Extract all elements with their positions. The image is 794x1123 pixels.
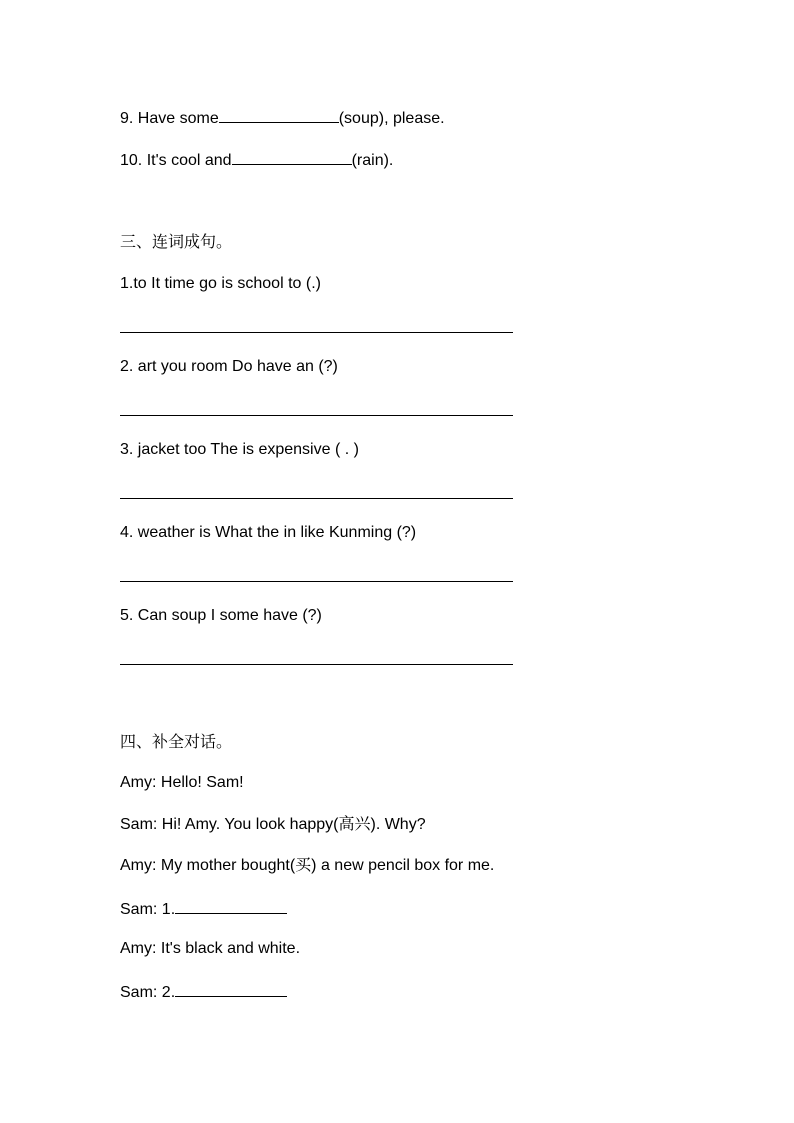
dialogue-line-4: [120, 898, 287, 920]
question-10-suffix: (rain).: [351, 152, 394, 169]
answer-line-5[interactable]: [120, 664, 513, 665]
question-10: [120, 149, 393, 171]
dialogue-blank-1[interactable]: [175, 898, 287, 914]
sentence-item-3: 3. jacket too The is expensive ( . ): [120, 441, 359, 458]
section-3-heading: 三、连词成句。: [120, 232, 233, 251]
answer-blank-9[interactable]: [219, 107, 339, 123]
sentence-item-1: 1.to It time go is school to (.): [120, 275, 321, 292]
section-4-heading: 四、补全对话。: [120, 732, 233, 751]
dialogue-line-4-text: Sam: 1.: [120, 901, 176, 918]
question-9-prefix: 9. Have some: [120, 110, 219, 127]
question-9: [120, 107, 445, 129]
sentence-item-4: 4. weather is What the in like Kunming (?): [120, 524, 417, 541]
dialogue-blank-2[interactable]: [175, 981, 287, 997]
dialogue-line-6-text: Sam: 2.: [120, 984, 176, 1001]
answer-line-4[interactable]: [120, 581, 513, 582]
answer-line-1[interactable]: [120, 332, 513, 333]
dialogue-line-6: [120, 981, 287, 1003]
dialogue-line-2: Sam: Hi! Amy. You look happy(高兴). Why?: [120, 816, 426, 833]
dialogue-line-1: Amy: Hello! Sam!: [120, 774, 244, 791]
question-10-prefix: 10. It's cool and: [120, 152, 232, 169]
question-9-suffix: (soup), please.: [338, 110, 445, 127]
sentence-item-2: 2. art you room Do have an (?): [120, 358, 338, 375]
dialogue-line-3: Amy: My mother bought(买) a new pencil box for me.: [120, 857, 495, 874]
sentence-item-5: 5. Can soup I some have (?): [120, 607, 322, 624]
answer-blank-10[interactable]: [232, 149, 352, 165]
answer-line-2[interactable]: [120, 415, 513, 416]
dialogue-line-5: Amy: It's black and white.: [120, 940, 301, 957]
answer-line-3[interactable]: [120, 498, 513, 499]
